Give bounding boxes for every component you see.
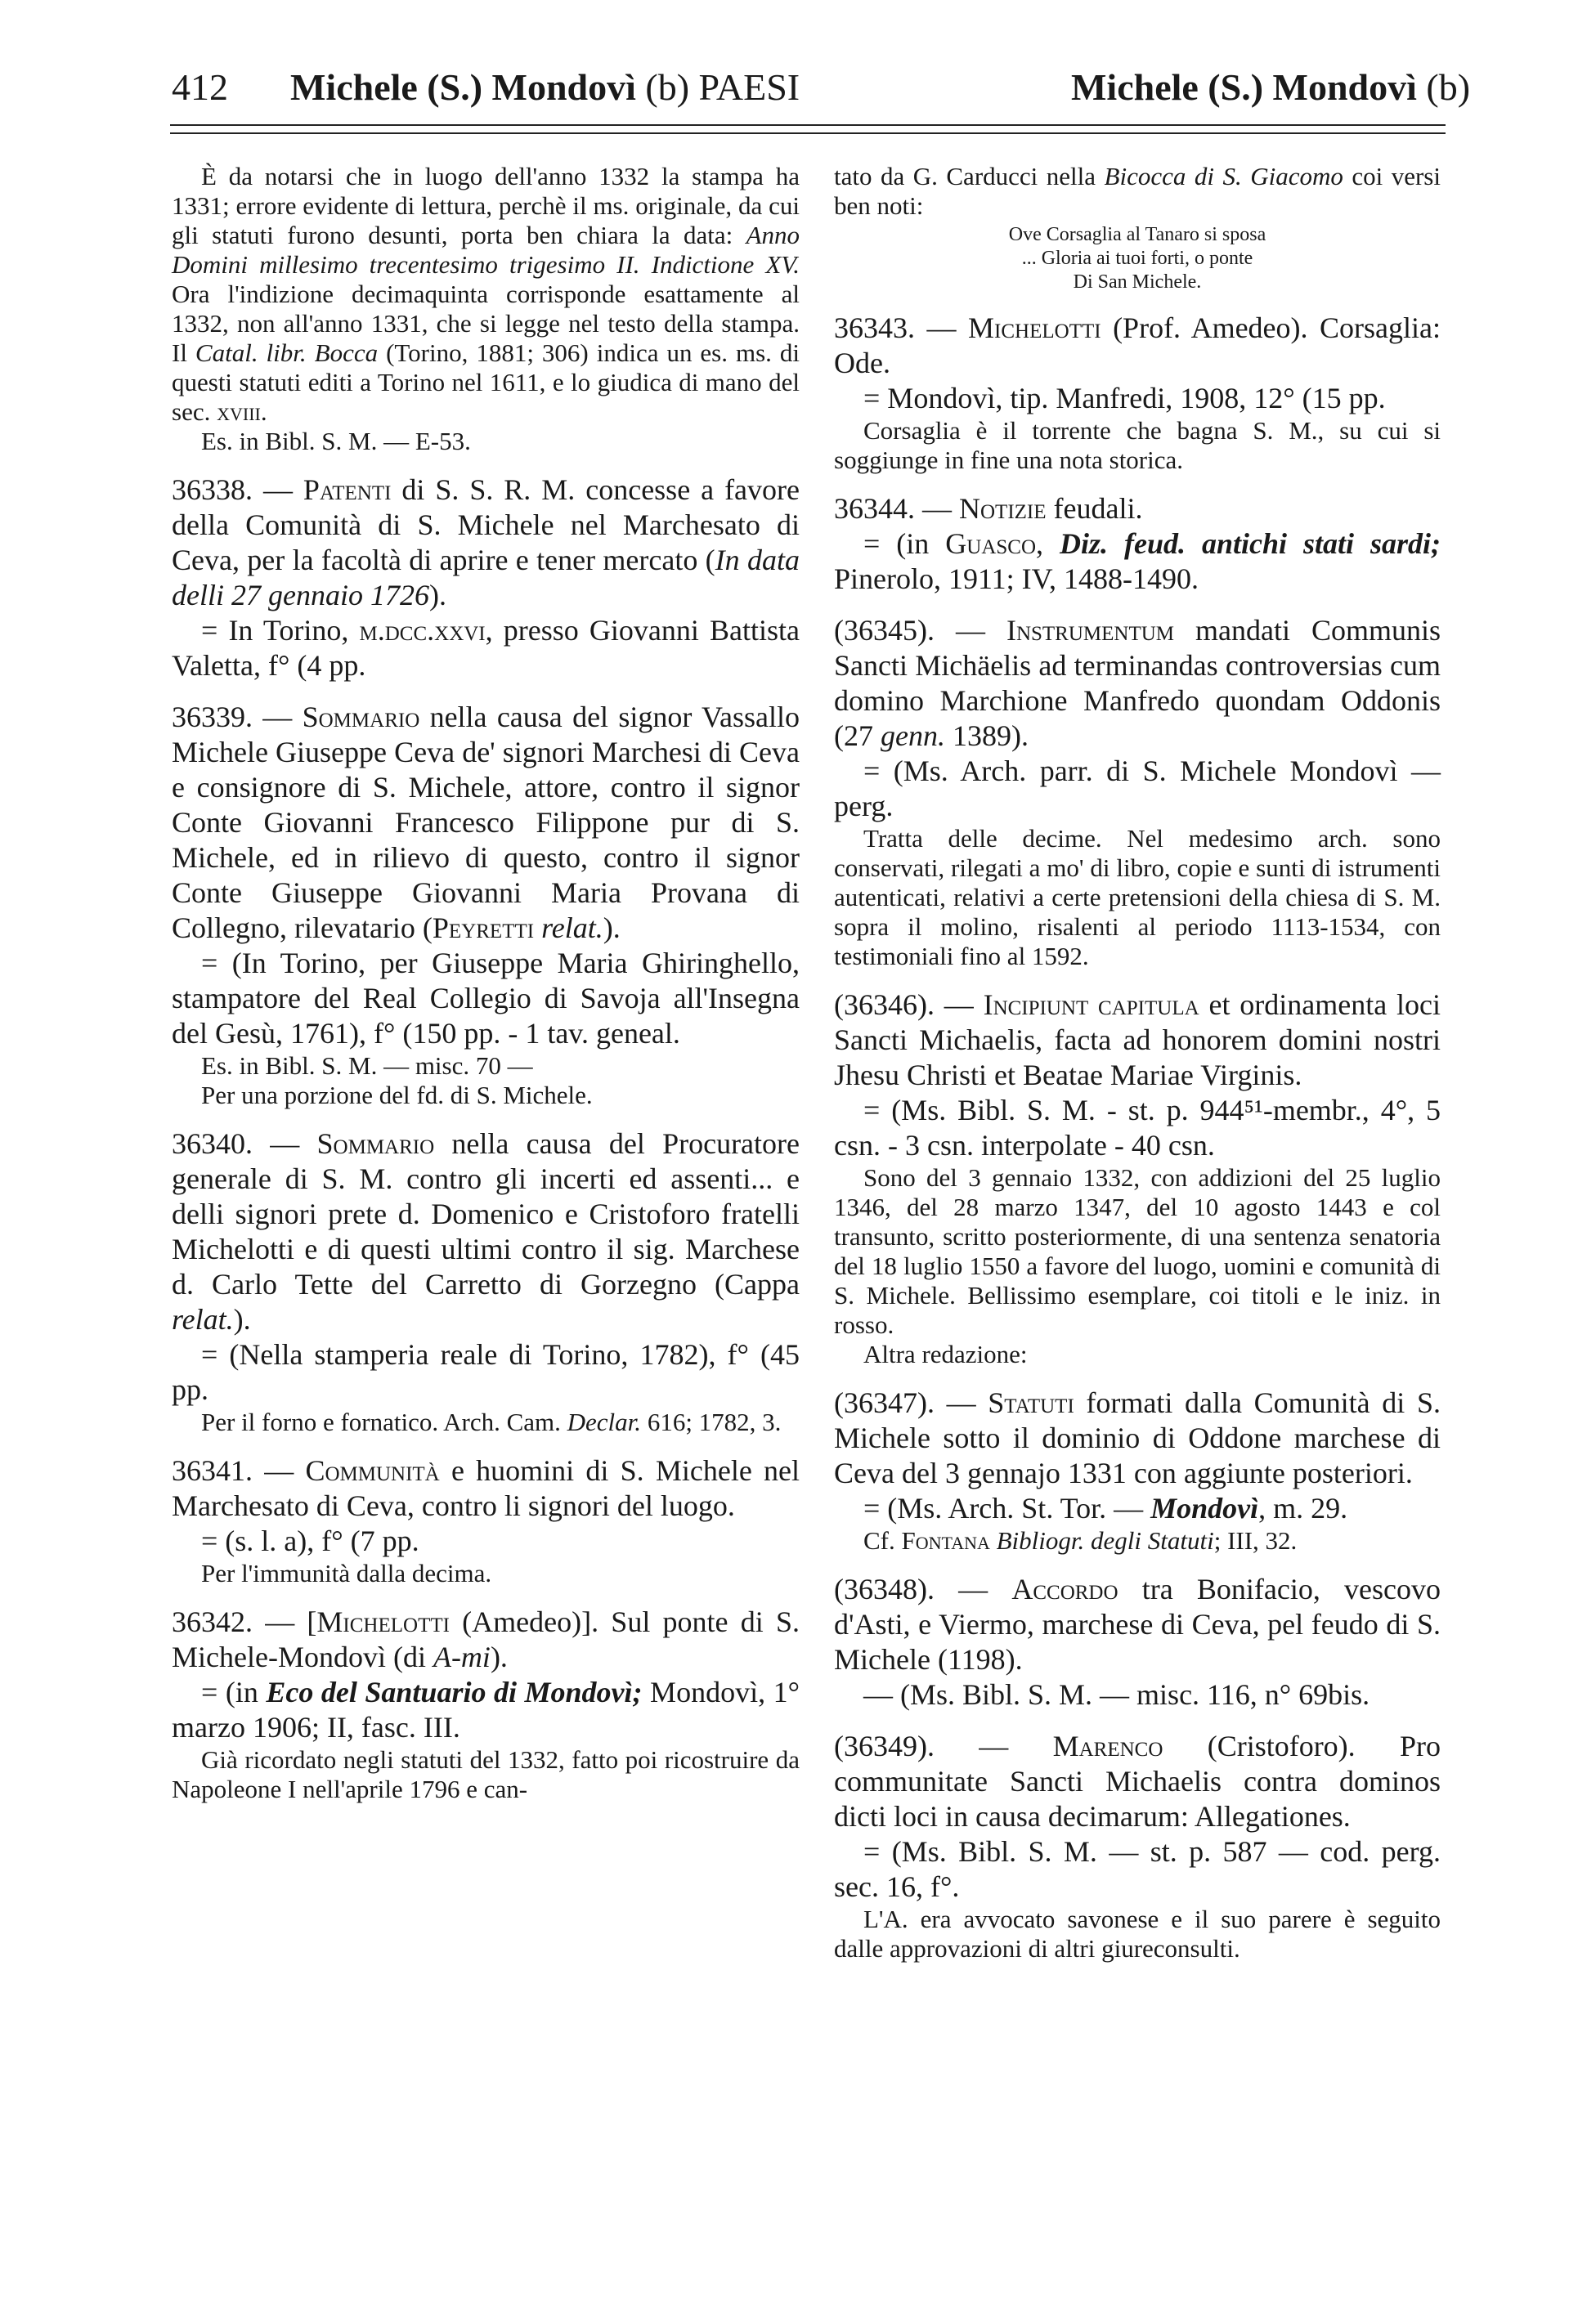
entry-number: 36341. —: [172, 1454, 306, 1487]
imprint-text: = In Torino,: [201, 614, 360, 647]
entry-keyword: Statuti: [988, 1386, 1074, 1419]
entry-36339-note: Per una porzione del fd. di S. Michele.: [201, 1081, 593, 1109]
entry-36345-imprint: = (Ms. Arch. parr. di S. Michele Mondovì — perg.: [834, 755, 1441, 822]
header-right: [1071, 43, 1470, 132]
entry-role: relat.: [172, 1303, 234, 1336]
entry-36341: [172, 1453, 808, 1524]
entry-keyword: Notizie: [959, 492, 1047, 525]
imprint-text: Pinerolo, 1911; IV, 1488-1490.: [834, 527, 1448, 595]
entry-date: In data delli 27 gennaio 1726: [172, 544, 807, 611]
entry-title: mandati Communis Sancti Michäelis ad terminandas controversias cum domino Marchione Manfredo quondam Oddonis (27: [834, 614, 1448, 752]
note-text: 616; 1782, 3.: [641, 1408, 782, 1436]
entry-number: (36349). —: [834, 1730, 1053, 1762]
entry-36345: [834, 613, 1448, 754]
entry-number: 36342. — [: [172, 1605, 317, 1638]
continued-note: [834, 162, 1447, 221]
page-number: 412: [172, 66, 228, 108]
imprint-year: m.dcc.xxvi: [359, 614, 486, 647]
header-section-right: (b): [1426, 66, 1471, 108]
entry-pseudonym: A-mi: [433, 1641, 491, 1673]
intro-century: xviii: [217, 397, 261, 426]
entry-36344: [834, 491, 1441, 526]
entry-keyword: Marenco: [1052, 1730, 1163, 1762]
entry-36347-imprint: [834, 1491, 1441, 1526]
entry-title: (Amedeo)]. Sul ponte di S. Michele-Mondovì (di: [172, 1605, 807, 1673]
entry-role: relat.: [541, 911, 603, 944]
entry-number: (36346). —: [834, 988, 984, 1021]
entry-keyword: Sommario: [302, 701, 420, 733]
entry-36347: [834, 1386, 1448, 1491]
entry-title: ).: [233, 1303, 251, 1336]
header-section-left: (b) PAESI: [645, 66, 800, 108]
imprint-text: , m. 29.: [1258, 1492, 1348, 1525]
running-header: [172, 43, 1471, 132]
intro-date-quote: Anno Domini millesimo trecentesimo trigesimo II. Indictione XV.: [172, 221, 806, 279]
header-rule-top: [170, 124, 1446, 126]
header-rule-bottom: [170, 132, 1446, 134]
imprint-text: = (in: [201, 1676, 267, 1708]
intro-text: È da notarsi che in luogo dell'anno 1332 la stampa ha 1331; errore evidente di lettura, perchè il ms. originale, da cui gli statuti furono desunti, porta ben chiara la data:: [172, 162, 806, 249]
entry-36346-note: Sono del 3 gennaio 1332, con addizioni del 25 luglio 1346, del 28 marzo 1347, del 10 agosto 1443 e col transunto, scritto posteriormente, di una sentenza senatoria del 18 luglio 1550 a favore del luogo, uomini e comunità di S. Michele. Bellissimo esemplare, coi titoli e le iniz. in rosso.: [834, 1163, 1441, 1339]
note-text: coi versi ben noti:: [834, 162, 1447, 220]
entry-title: e huomini di S. Michele nel Marchesato di Ceva, contro li signori del luogo.: [172, 1454, 808, 1522]
entry-title: formati dalla Comunità di S. Michele sotto il dominio di Oddone marchese di Ceva del 3 gennajo 1331 con aggiunte posteriori.: [834, 1386, 1448, 1489]
verse-quote: [834, 223, 1441, 294]
entry-36339-imprint: = (In Torino, per Giuseppe Maria Ghiringhello, stampatore del Real Collegio di Savoja all'Insegna del Gesù, 1761), f° (150 pp. - 1 tav. geneal.: [172, 947, 800, 1050]
entry-title: ).: [428, 579, 446, 611]
poem-title: Bicocca di S. Giacomo: [1104, 162, 1343, 190]
entry-keyword: Michelotti: [316, 1605, 450, 1638]
entry-keyword: Communità: [305, 1454, 440, 1487]
entry-36343-note: Corsaglia è il torrente che bagna S. M., su cui si soggiunge in fine una nota storica.: [834, 416, 1441, 474]
imprint-series: Mondovì: [1150, 1492, 1259, 1525]
entry-36349: [834, 1729, 1448, 1834]
entry-keyword: Sommario: [316, 1127, 435, 1160]
entry-month: genn.: [881, 719, 945, 752]
header-left: [290, 43, 800, 132]
entry-title: ).: [603, 911, 621, 944]
entry-number: 36344. —: [834, 492, 959, 525]
entry-keyword: Michelotti: [968, 311, 1101, 344]
entry-keyword: Instrumentum: [1006, 614, 1175, 647]
entry-36346: [834, 987, 1448, 1093]
entry-number: (36347). —: [834, 1386, 988, 1419]
verse-line: Di San Michele.: [1073, 271, 1202, 293]
entry-36340-note: [172, 1408, 800, 1437]
right-column: [834, 162, 1449, 1964]
entry-number: 36338. —: [172, 473, 303, 506]
entry-36343-imprint: = Mondovì, tip. Manfredi, 1908, 12° (15 pp.: [863, 382, 1386, 414]
note-text: tato da G. Carducci nella: [834, 162, 1105, 190]
entry-36338-imprint: [172, 613, 807, 683]
imprint-text: = (in: [863, 527, 946, 560]
entry-title: et ordinamenta loci Sancti Michaelis, facta ad honorem domini nostri Jhesu Christi et Beatae Mariae Virginis.: [834, 988, 1448, 1091]
entry-36342-note: Già ricordato negli statuti del 1332, fatto poi ricostruire da Napoleone I nell'aprile 1796 e can-: [172, 1745, 800, 1803]
entry-author: Peyretti: [432, 911, 535, 944]
entry-number: 36343. —: [834, 311, 969, 344]
imprint-author: Guasco: [945, 527, 1037, 560]
entry-36339: [172, 700, 807, 946]
entry-36345-note: Tratta delle decime. Nel medesimo arch. sono conservati, rilegati a mo' di libro, copie e sunti di istrumenti autenticati, relativi a certe pretensioni della chiesa di S. M. sopra il molino, risalenti al periodo 1113-1534, con testimoniali fino al 1592.: [834, 824, 1441, 970]
entry-title: [534, 911, 541, 944]
entry-number: (36345). —: [834, 614, 1006, 647]
entry-title: (Cristoforo). Pro communitate Sancti Michaelis contra dominos dicti loci in causa decimarum: Allegationes.: [834, 1730, 1448, 1833]
note-text: Per il forno e fornatico. Arch. Cam.: [201, 1408, 567, 1436]
entry-36340: [172, 1126, 808, 1337]
verse-line: ... Gloria ai tuoi forti, o ponte: [1021, 248, 1253, 269]
intro-catalog-title: Catal. libr. Bocca: [195, 338, 379, 367]
entry-36348: [834, 1572, 1448, 1677]
note-text: [990, 1526, 997, 1555]
entry-36340-imprint: = (Nella stamperia reale di Torino, 1782), f° (45 pp.: [172, 1338, 800, 1406]
entry-36346-note2: Altra redazione:: [863, 1340, 1028, 1368]
entry-36339-location: Es. in Bibl. S. M. — misc. 70 —: [201, 1051, 533, 1080]
entry-keyword: Incipiunt capitula: [983, 988, 1199, 1021]
entry-36344-imprint: [834, 526, 1448, 597]
entry-title: di S. S. R. M. concesse a favore della Comunità di S. Michele nel Marchesato di Ceva, per la facoltà di aprire e tener mercato (: [172, 473, 807, 576]
imprint-text: , presso Giovanni Battista Valetta, f° (4 pp.: [172, 614, 807, 682]
entry-title: ).: [490, 1641, 508, 1673]
verse-line: Ove Corsaglia al Tanaro si sposa: [1008, 224, 1266, 245]
note-text: Cf.: [863, 1526, 902, 1555]
entry-36341-note: Per l'immunità dalla decima.: [201, 1559, 492, 1587]
imprint-text: Mondovì, 1° marzo 1906; II, fasc. III.: [172, 1676, 807, 1744]
intro-text: .: [260, 397, 267, 426]
note-author: Fontana: [901, 1526, 990, 1555]
entry-title: tra Bonifacio, vescovo d'Asti, e Viermo, marchese di Ceva, pel feudo di S. Michele (1198).: [834, 1573, 1448, 1676]
entry-36342: [172, 1605, 807, 1675]
entry-36348-imprint: — (Ms. Bibl. S. M. — misc. 116, n° 69bis.: [863, 1678, 1370, 1711]
imprint-journal: Eco del Santuario di Mondovì;: [266, 1676, 643, 1708]
entry-title: nella causa del Procuratore generale di S. M. contro gli incerti ed assenti... e delli signori prete d. Domenico e Cristoforo fratelli Michelotti e di questi ultimi contro il sig. Marchese d. Carlo Tette del Carretto di Gorzegno (Cappa: [172, 1127, 808, 1301]
entry-36347-note: [834, 1526, 1441, 1556]
imprint-work: Diz. feud. antichi stati sardi;: [1060, 527, 1441, 560]
entry-title: feudali.: [1046, 492, 1143, 525]
entry-36343: [834, 311, 1449, 381]
note-source: Declar.: [567, 1408, 642, 1436]
entry-36342-imprint: [172, 1675, 807, 1745]
intro-note: [172, 162, 806, 427]
entry-36346-imprint: = (Ms. Bibl. S. M. - st. p. 944⁵¹-membr., 4°, 5 csn. - 3 csn. interpolate - 40 csn.: [834, 1094, 1441, 1162]
entry-keyword: Accordo: [1011, 1573, 1118, 1605]
entry-36338: [172, 472, 807, 613]
intro-text: Ora l'indizione decimaquinta corrisponde esattamente al 1332, non all'anno 1331, che si legge nel testo della stampa. Il: [172, 250, 806, 367]
entry-number: (36348). —: [834, 1573, 1012, 1605]
entry-36349-note: L'A. era avvocato savonese e il suo parere è seguito dalle approvazioni di altri giureconsulti.: [834, 1905, 1441, 1963]
note-text: ; III, 32.: [1213, 1526, 1298, 1555]
left-column: [172, 162, 808, 1804]
note-work: Bibliogr. degli Statuti: [996, 1526, 1214, 1555]
entry-title: 1389).: [944, 719, 1029, 752]
entry-title: (Prof. Amedeo). Corsaglia: Ode.: [834, 311, 1449, 379]
imprint-text: = (Ms. Arch. St. Tor. —: [863, 1492, 1151, 1525]
entry-36341-imprint: = (s. l. a), f° (7 pp.: [201, 1525, 419, 1557]
intro-text: (Torino, 1881; 306) indica un es. ms. di questi statuti editi a Torino nel 1611, e lo giudica di mano del sec.: [172, 338, 806, 426]
entry-number: 36339. —: [172, 701, 303, 733]
imprint-text: ,: [1036, 527, 1060, 560]
header-title-left: Michele (S.) Mondovì: [290, 66, 636, 108]
header-title-right: Michele (S.) Mondovì: [1071, 66, 1417, 108]
entry-keyword: Patenti: [303, 473, 392, 506]
entry-number: 36340. —: [172, 1127, 317, 1160]
intro-location: Es. in Bibl. S. M. — E-53.: [201, 427, 471, 455]
entry-36349-imprint: = (Ms. Bibl. S. M. — st. p. 587 — cod. perg. sec. 16, f°.: [834, 1835, 1441, 1903]
entry-title: nella causa del signor Vassallo Michele Giuseppe Ceva de' signori Marchesi di Ceva e consignore di S. Michele, attore, contro il signor Conte Giovanni Francesco Filippone pur di S. Michele, ed in rilievo di questo, contro il signor Conte Giuseppe Giovanni Maria Provana di Collegno, rilevatario (: [172, 701, 807, 944]
